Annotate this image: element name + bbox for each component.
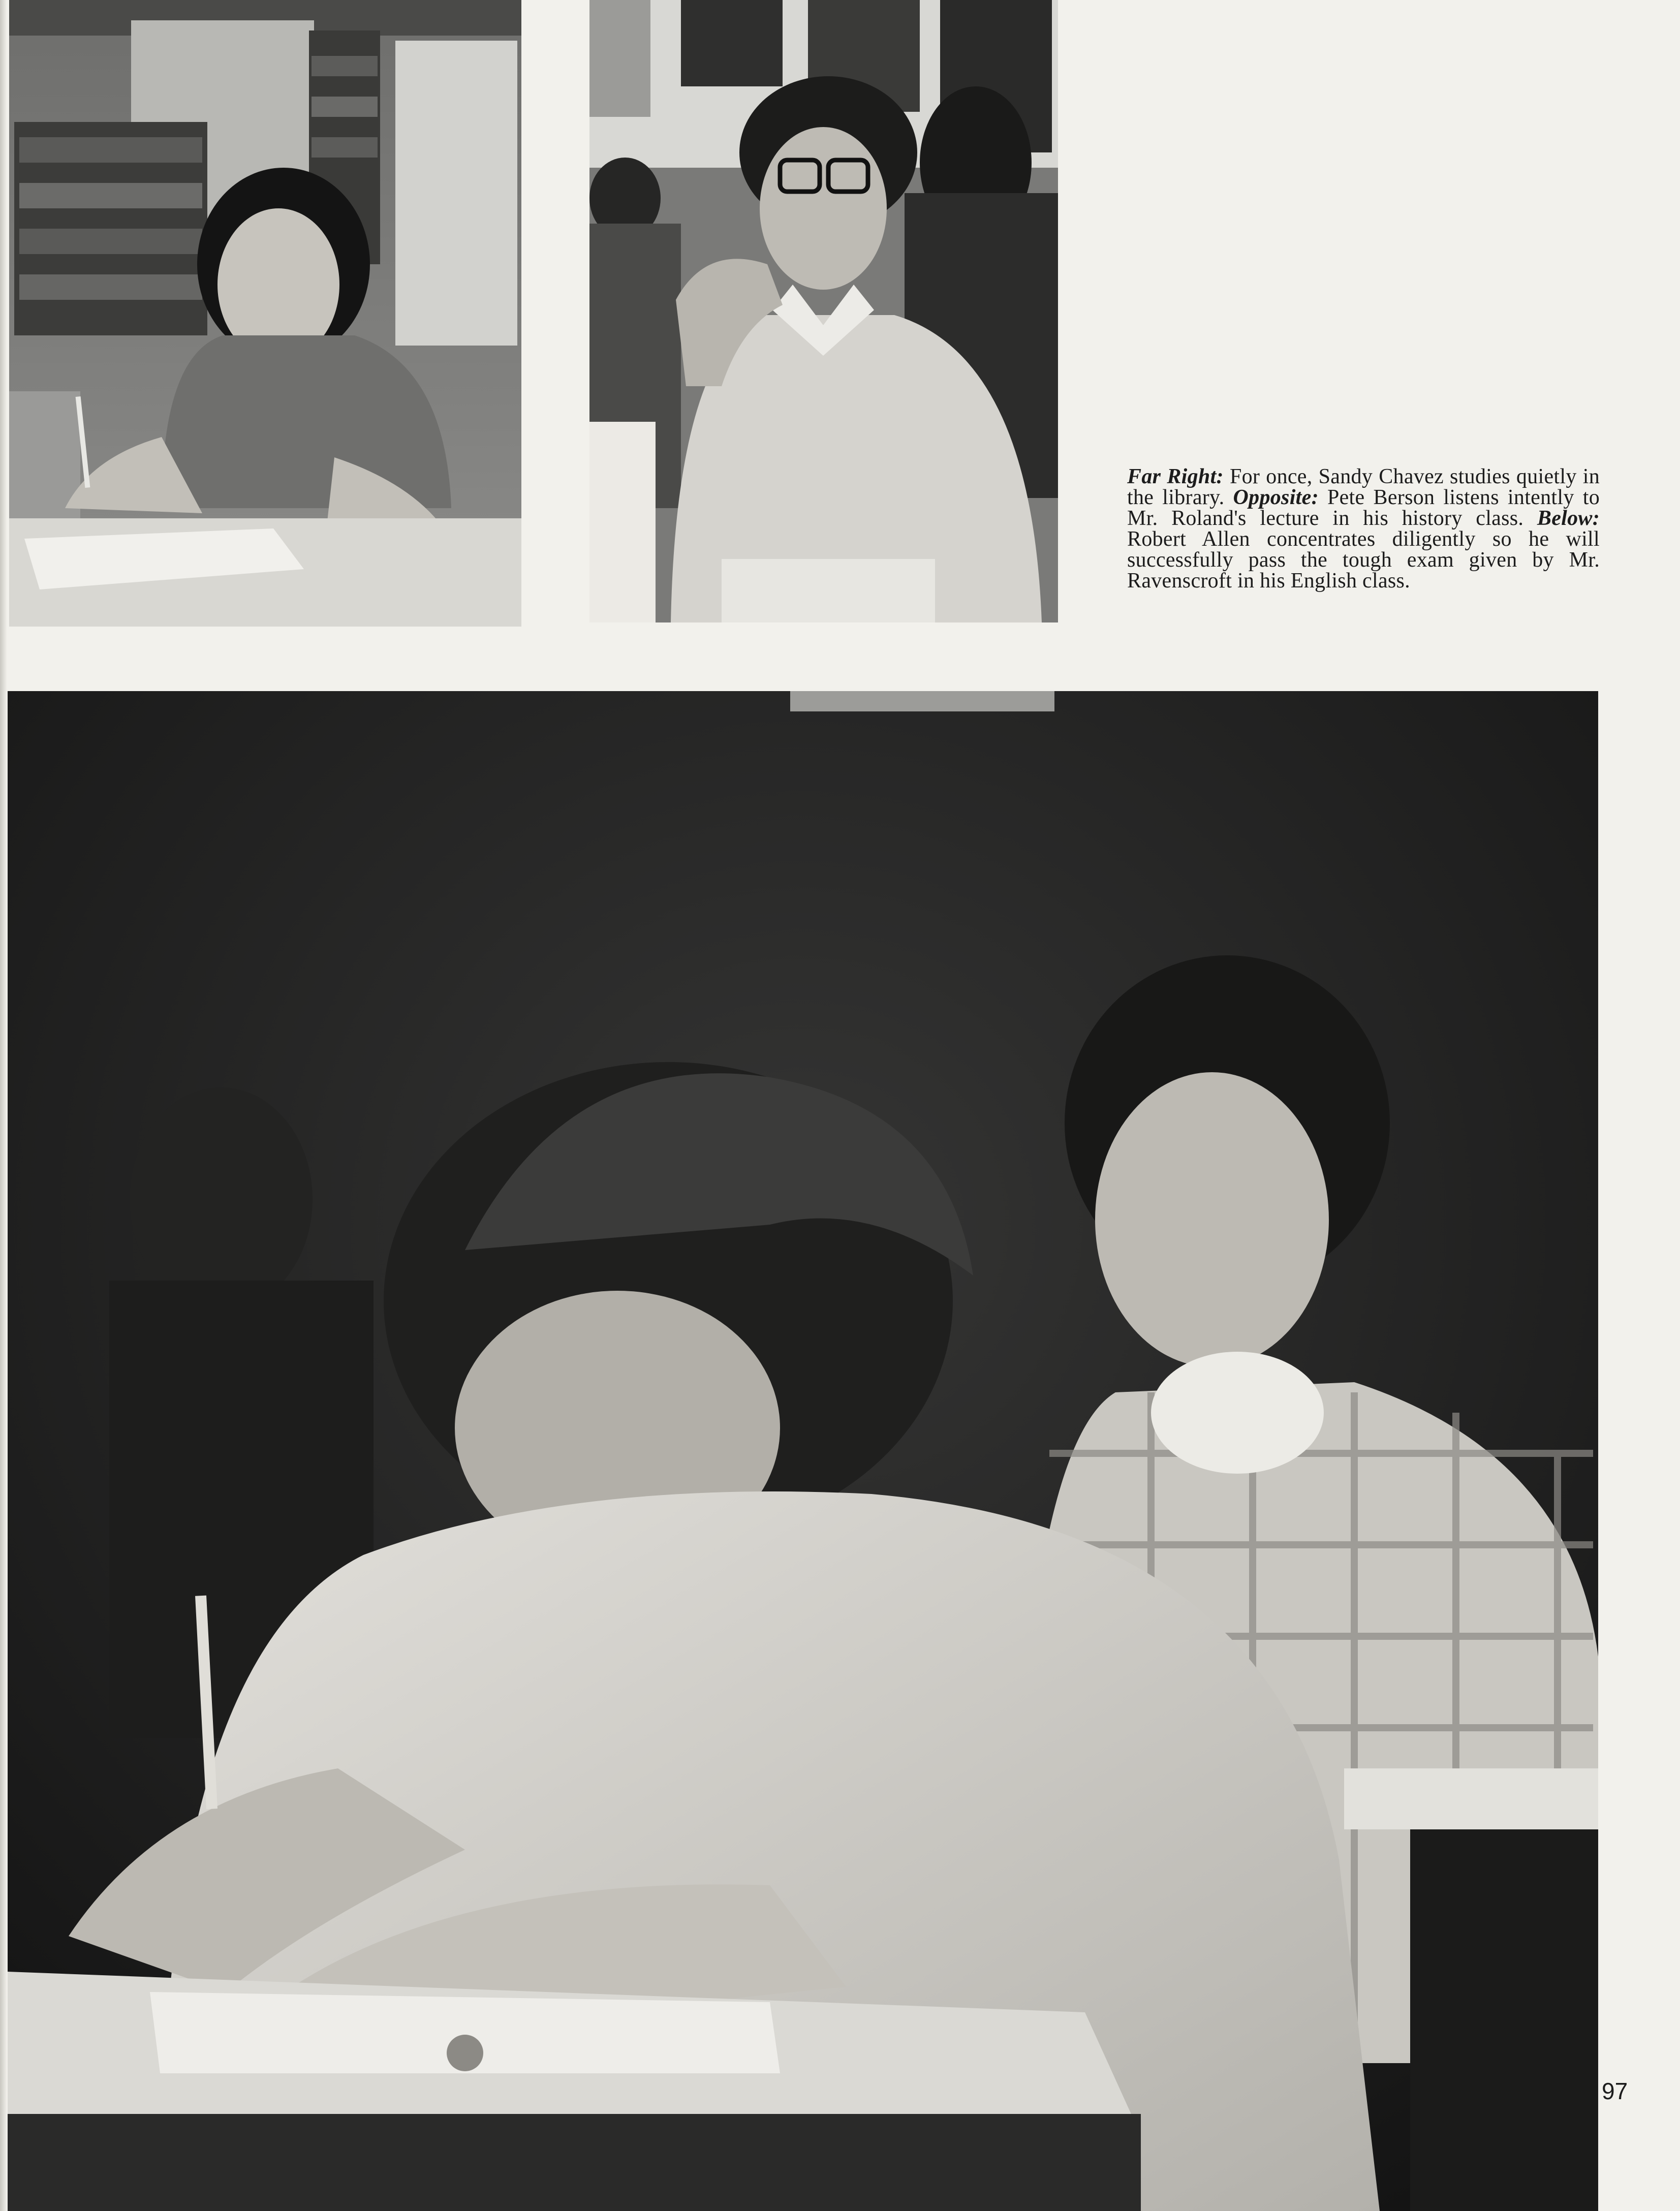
page-binding-edge — [0, 0, 7, 2211]
photo-exam-illustration — [8, 691, 1598, 2211]
photo-english-exam — [8, 691, 1598, 2211]
photo-caption — [1127, 466, 1600, 591]
photo-library-study — [9, 0, 521, 627]
caption-label-far-right: Far Right: — [1127, 465, 1224, 488]
photo-history-illustration — [589, 0, 1058, 622]
photo-history-class — [589, 0, 1058, 622]
caption-text-far-right: For once, Sandy Chavez studies quietly in the library. — [1127, 465, 1600, 509]
caption-text-opposite: Pete Berson listens intently to Mr. Roland's lecture in his history class. — [1127, 486, 1600, 530]
caption-label-below: Below: — [1537, 507, 1600, 530]
page-number: 97 — [1602, 2078, 1628, 2104]
caption-label-opposite: Opposite: — [1233, 486, 1319, 509]
caption-text-below: Robert Allen concentrates diligently so he will successfully pass the tough exam given by Mr. Ravenscroft in his English class. — [1127, 527, 1600, 593]
photo-library-illustration — [9, 0, 521, 627]
